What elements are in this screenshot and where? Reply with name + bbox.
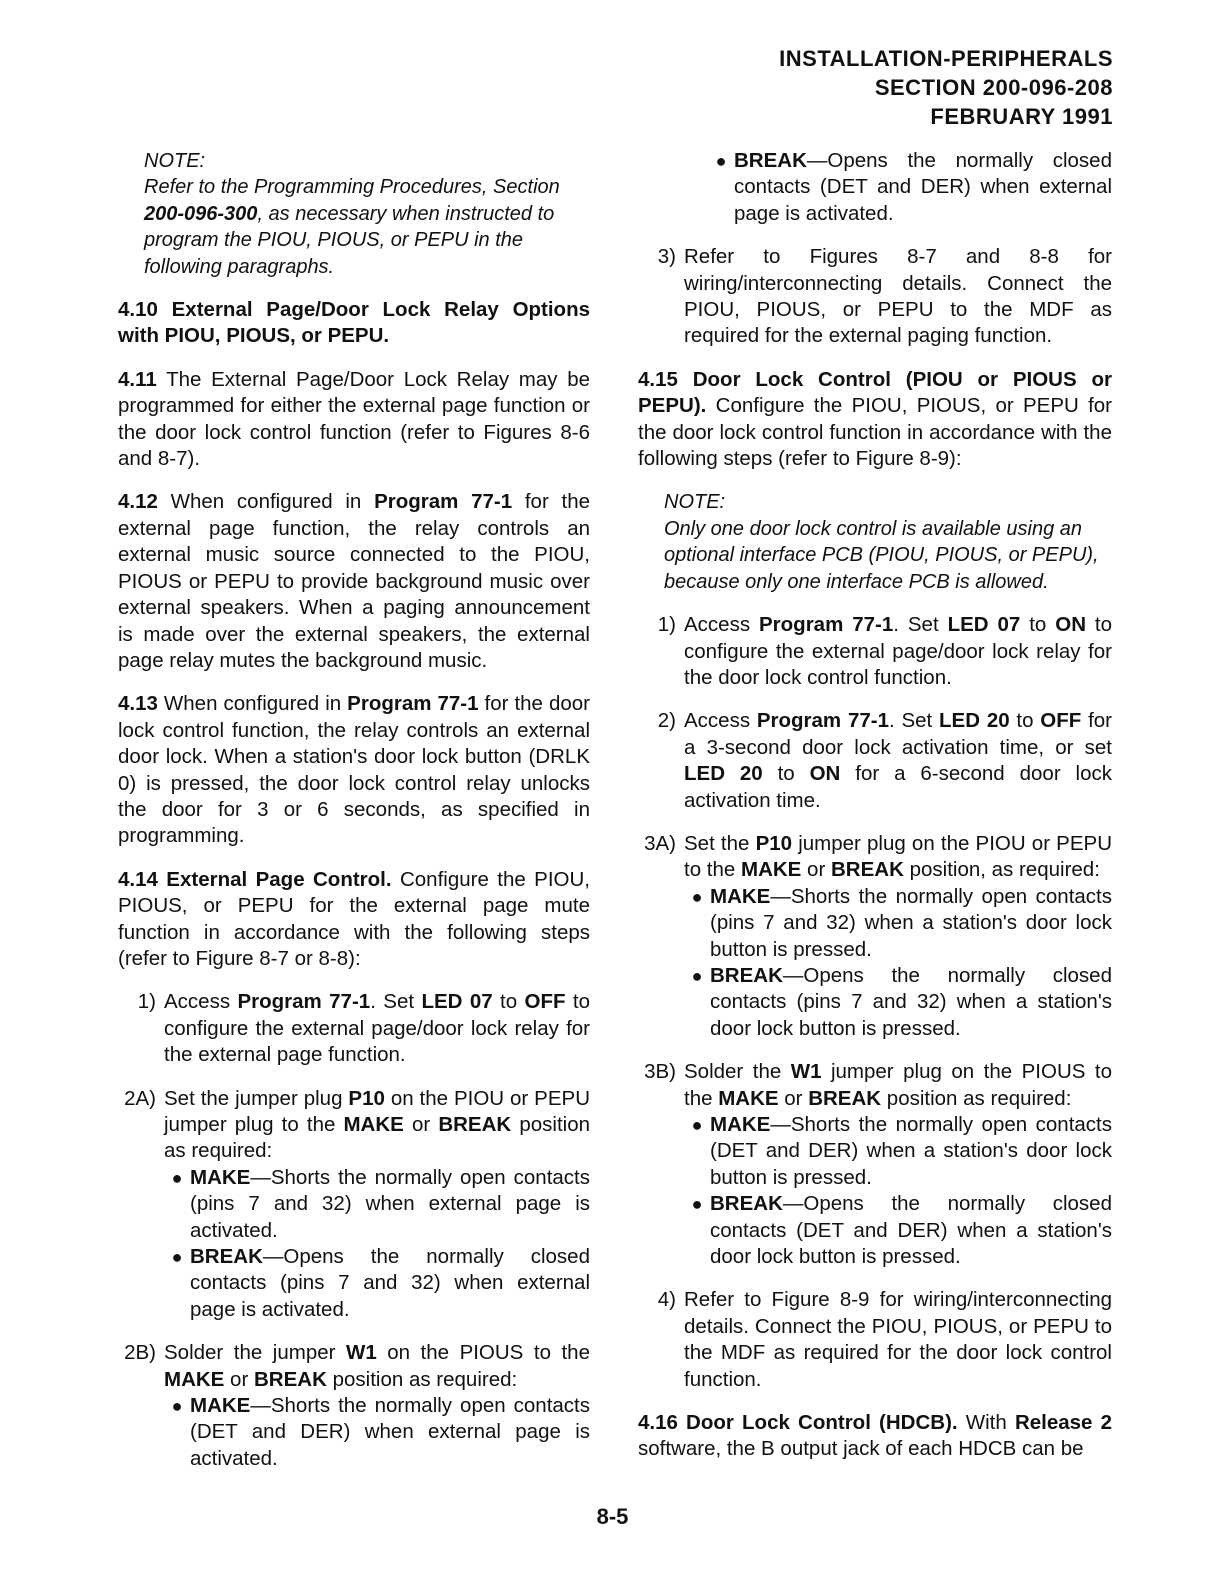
paragraph-4-11: 4.11 The External Page/Door Lock Relay may be programmed for either the external page function or the door lock control function (refer to Figures 8-6 and 8-7). xyxy=(118,367,590,471)
paragraph-4-15: 4.15 Door Lock Control (PIOU or PIOUS or PEPU). Configure the PIOU, PIOUS, or PEPU for the door lock control function in accordance with the following steps (refer to Figure 8-9): xyxy=(638,367,1112,471)
paragraph-4-13: 4.13 When configured in Program 77-1 for the door lock control function, the relay controls an external door lock. When a station's door lock button (DRLK 0) is pressed, the door lock control relay unlocks the door for 3 or 6 seconds, as specified in programming. xyxy=(118,692,590,848)
bullet-break: ● BREAK—Opens the normally closed contacts (pins 7 and 32) when a station's door lock button is pressed. xyxy=(691,963,1112,1040)
right-column xyxy=(638,148,1112,1480)
door-step-3b: 3B) Solder the W1 jumper plug on the PIOUS to the MAKE or BREAK position as required: ● MAKE—Shorts the normally open contacts (DET and DER) when a station's door lock button is pressed. ● BREAK—Opens the normally closed contacts (DET and DER) when a station's door lock button is pressed. xyxy=(638,1059,1112,1270)
note-label: NOTE: xyxy=(144,150,206,172)
step-2a: 2A) Set the jumper plug P10 on the PIOU or PEPU jumper plug to the MAKE or BREAK position as required: ● MAKE—Shorts the normally open contacts (pins 7 and 32) when external page is activated. ● BREAK—Opens the normally closed contacts (pins 7 and 32) when external page is activated. xyxy=(118,1086,590,1324)
bullet-make: ● MAKE—Shorts the normally open contacts (pins 7 and 32) when a station's door lock button is pressed. xyxy=(691,884,1112,961)
door-step-1: 1) Access Program 77-1. Set LED 07 to ON to configure the external page/door lock relay for the door lock control function. xyxy=(657,613,1113,689)
bullet-break: ● BREAK—Opens the normally closed contacts (DET and DER) when a station's door lock button is pressed. xyxy=(691,1192,1112,1269)
note-text: Refer to the Programming Procedures, Section 200-096-300, as necessary when instructed to program the PIOU, PIOUS, or PEPU in the following paragraphs. xyxy=(144,176,560,278)
bullet-make: ● MAKE—Shorts the normally open contacts (pins 7 and 32) when external page is activated. xyxy=(171,1165,590,1242)
paragraph-4-16: 4.16 Door Lock Control (HDCB). With Release 2 software, the B output jack of each HDCB can be xyxy=(638,1411,1112,1461)
note-label: NOTE: xyxy=(664,491,726,514)
door-step-4: 4) Refer to Figure 8-9 for wiring/interconnecting details. Connect the PIOU, PIOUS, or PEPU to the MDF as required for the door lock control function. xyxy=(657,1288,1112,1391)
page-header xyxy=(779,44,1113,131)
door-lock-note xyxy=(664,489,1112,595)
bullet-make: ● MAKE—Shorts the normally open contacts (DET and DER) when external page is activated. xyxy=(171,1394,590,1470)
programming-note xyxy=(144,148,590,280)
bullet-break: ● BREAK—Opens the normally closed contacts (pins 7 and 32) when external page is activated. xyxy=(171,1245,590,1321)
left-column xyxy=(118,148,590,1489)
step-2b-continued xyxy=(708,148,1112,227)
heading-4-10: 4.10 External Page/Door Lock Relay Options with PIOU, PIOUS, or PEPU. xyxy=(118,298,590,348)
step-1: 1) Access Program 77-1. Set LED 07 to OFF to configure the external page/door lock relay for the external page function. xyxy=(137,990,591,1067)
step-3: 3) Refer to Figures 8-7 and 8-8 for wiring/interconnecting details. Connect the PIOU, PIOUS, or PEPU to the MDF as required for the external paging function. xyxy=(657,245,1112,348)
step-2b: 2B) Solder the jumper W1 on the PIOUS to the MAKE or BREAK position as required: ● MAKE—Shorts the normally open contacts (DET and DER) when external page is activated. xyxy=(118,1340,590,1472)
header-title: INSTALLATION-PERIPHERALS xyxy=(779,46,1113,71)
paragraph-4-12: 4.12 When configured in Program 77-1 for the external page function, the relay controls an external music source connected to the PIOU, PIOUS or PEPU to provide background music over external speakers. When a paging announcement is made over the external speakers, the external page relay mutes the background music. xyxy=(118,490,590,672)
door-step-3a: 3A) Set the P10 jumper plug on the PIOU or PEPU to the MAKE or BREAK position, as required: ● MAKE—Shorts the normally open contacts (pins 7 and 32) when a station's door lock button is pressed. ● BREAK—Opens the normally closed contacts (pins 7 and 32) when a station's door lock button is pressed. xyxy=(638,831,1112,1042)
paragraph-4-14: 4.14 External Page Control. Configure the PIOU, PIOUS, or PEPU for the external page mute function in accordance with the following steps (refer to Figure 8-7 or 8-8): xyxy=(118,867,590,970)
door-step-2: 2) Access Program 77-1. Set LED 20 to OFF for a 3-second door lock activation time, or set LED 20 to ON for a 6-second door lock activation time. xyxy=(657,709,1113,812)
bullet-break: ● BREAK—Opens the normally closed contacts (DET and DER) when external page is activated. xyxy=(715,149,1112,225)
note-text: Only one door lock control is available using an optional interface PCB (PIOU, PIOUS, or PEPU), because only one interface PCB is allowed. xyxy=(664,517,1099,593)
header-date: FEBRUARY 1991 xyxy=(930,104,1113,129)
bullet-make: ● MAKE—Shorts the normally open contacts (DET and DER) when a station's door lock button is pressed. xyxy=(691,1113,1112,1189)
header-section: SECTION 200-096-208 xyxy=(874,75,1113,100)
page-number: 8-5 xyxy=(596,1504,629,1529)
